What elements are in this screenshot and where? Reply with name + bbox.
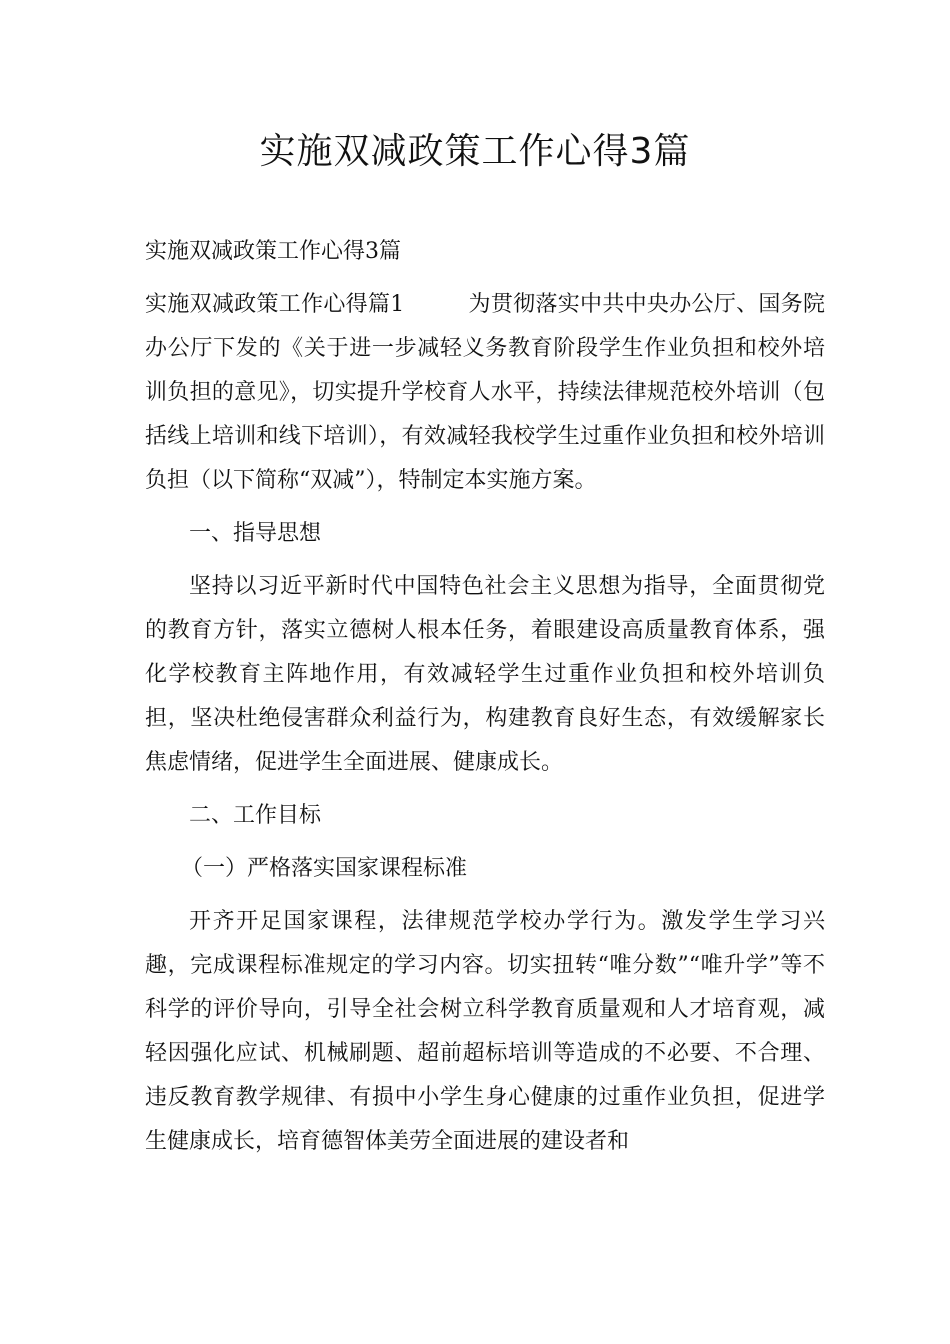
document-subtitle: 实施双减政策工作心得3篇: [145, 239, 401, 264]
intro-text: 为贯彻落实中共中央办公厅、国务院办公厅下发的《关于进一步减轻义务教育阶段学生作业负担和校外培训负担的意见》，切实提升学校育人水平，持续法律规范校外培训（包括线上培训和线下培训），有效减轻我校学生过重作业负担和校外培训负担（以下简称“双减”），特制定本实施方案。: [145, 292, 825, 493]
subsection1-heading: （一）严格落实国家课程标准: [181, 856, 468, 881]
document-title: 实施双减政策工作心得3篇: [259, 131, 691, 172]
section1-paragraph: 坚持以习近平新时代中国特色社会主义思想为指导，全面贯彻党的教育方针，落实立德树人根本任务，着眼建设高质量教育体系，强化学校教育主阵地作用，有效减轻学生过重作业负担和校外培训负担，坚决杜绝侵害群众利益行为，构建教育良好生态，有效缓解家长焦虑情绪，促进学生全面进展、健康成长。: [145, 574, 825, 775]
section2-heading: 二、工作目标: [189, 803, 322, 828]
document-body: [145, 230, 825, 1173]
intro-paragraph: [145, 283, 825, 503]
intro-lead: 实施双减政策工作心得篇1: [145, 292, 405, 317]
section1-heading: 一、指导思想: [189, 521, 322, 546]
subsection1-paragraph: 开齐开足国家课程，法律规范学校办学行为。激发学生学习兴趣，完成课程标准规定的学习内容。切实扭转“唯分数”“唯升学”等不科学的评价导向，引导全社会树立科学教育质量观和人才培育观，减轻因强化应试、机械刷题、超前超标培训等造成的不必要、不合理、违反教育教学规律、有损中小学生身心健康的过重作业负担，促进学生健康成长，培育德智体美劳全面进展的建设者和: [145, 909, 825, 1154]
